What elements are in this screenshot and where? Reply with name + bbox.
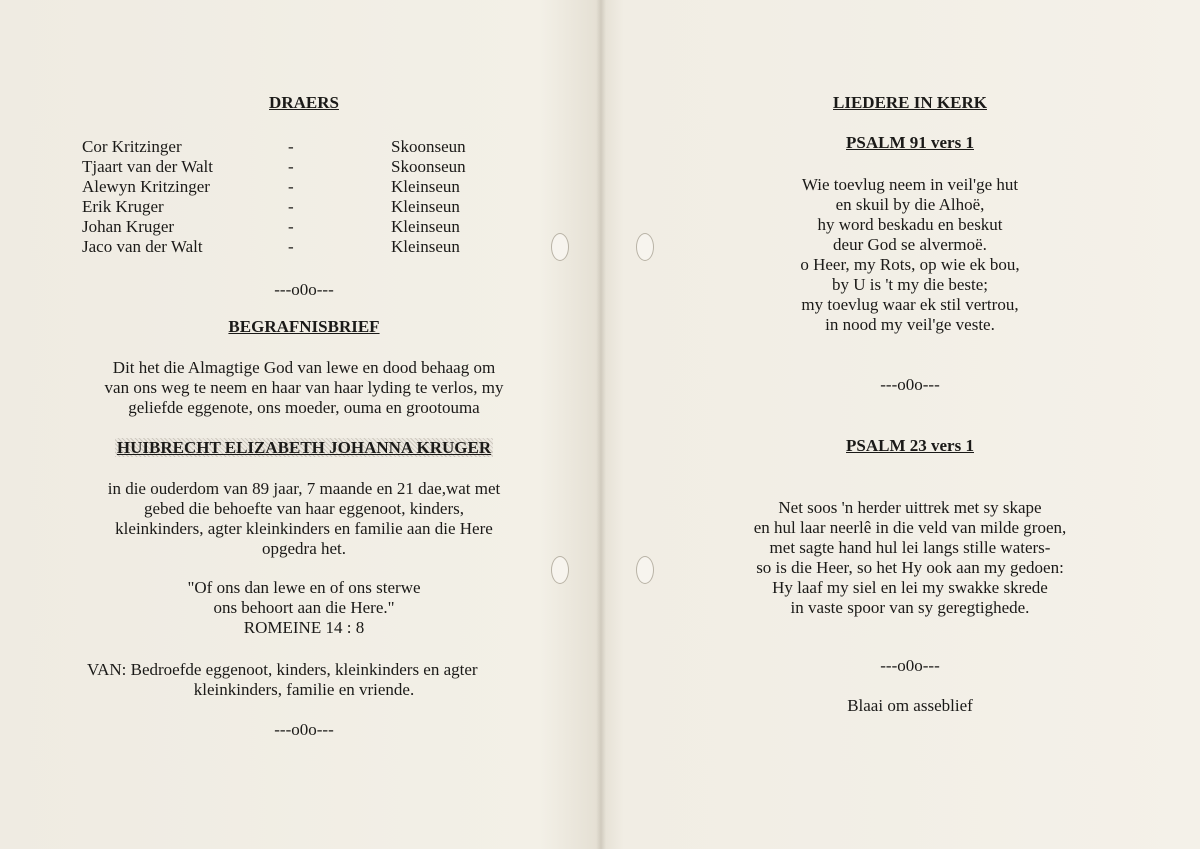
bearer-relation: Kleinseun [391, 237, 460, 256]
bearer-name: Erik Kruger [82, 197, 164, 216]
psalm91-line: my toevlug waar ek stil vertrou, [801, 295, 1019, 314]
intro-line: geliefde eggenote, ons moeder, ouma en grootouma [128, 398, 480, 417]
psalm91-heading: PSALM 91 vers 1 [846, 133, 974, 152]
bearer-name: Tjaart van der Walt [82, 157, 213, 176]
bearer-name: Johan Kruger [82, 217, 175, 236]
quote-line: "Of ons dan lewe en of ons sterwe [187, 578, 421, 597]
bearer-dash: - [288, 217, 294, 236]
bearer-relation: Skoonseun [391, 157, 466, 176]
separator: ---o0o--- [274, 280, 334, 299]
psalm91-line: en skuil by die Alhoë, [835, 195, 985, 214]
intro-line: van ons weg te neem en haar van haar lyding te verlos, my [104, 378, 504, 397]
psalm91-line: by U is 't my die beste; [831, 275, 989, 294]
psalm91-line: o Heer, my Rots, op wie ek bou, [800, 255, 1020, 274]
separator: ---o0o--- [274, 720, 334, 739]
separator: ---o0o--- [880, 375, 940, 394]
deceased-name: HUIBRECHT ELIZABETH JOHANNA KRUGER [116, 438, 492, 457]
bearer-dash: - [288, 137, 294, 156]
psalm91-line: Wie toevlug neem in veil'ge hut [801, 175, 1019, 194]
bearer-name: Jaco van der Walt [82, 237, 203, 256]
bearer-name: Alewyn Kritzinger [82, 177, 210, 196]
bearer-dash: - [288, 157, 294, 176]
bearer-relation: Skoonseun [391, 137, 466, 156]
bearer-name: Cor Kritzinger [82, 137, 182, 156]
bearer-relation: Kleinseun [391, 177, 460, 196]
begrafnisbrief-heading: BEGRAFNISBRIEF [228, 317, 380, 336]
age-line: opgedra het. [261, 539, 347, 558]
psalm23-line: so is die Heer, so het Hy ook aan my gedoen: [756, 558, 1064, 577]
age-line: in die ouderdom van 89 jaar, 7 maande en 21 dae,wat met [107, 479, 501, 498]
van-line: VAN: Bedroefde eggenoot, kinders, kleinkinders en agter [87, 660, 478, 679]
psalm23-line: in vaste spoor van sy geregtighede. [790, 598, 1030, 617]
bearer-dash: - [288, 237, 294, 256]
right-page [600, 0, 1200, 849]
separator: ---o0o--- [880, 656, 940, 675]
van-line-continued: kleinkinders, familie en vriende. [193, 680, 415, 699]
psalm23-line: Net soos 'n herder uittrek met sy skape [778, 498, 1042, 517]
bearer-relation: Kleinseun [391, 197, 460, 216]
deceased-name-wrap [40, 438, 568, 458]
intro-line: Dit het die Almagtige God van lewe en dood behaag om [112, 358, 496, 377]
scripture-reference: ROMEINE 14 : 8 [243, 618, 365, 637]
psalm23-line: met sagte hand hul lei langs stille waters- [769, 538, 1051, 557]
quote-line: ons behoort aan die Here." [213, 598, 395, 617]
age-line: gebed die behoefte van haar eggenoot, kinders, [143, 499, 465, 518]
closing-note: Blaai om asseblief [847, 696, 973, 715]
psalm23-line: Hy laaf my siel en lei my swakke skrede [772, 578, 1048, 597]
bearer-dash: - [288, 197, 294, 216]
bearer-dash: - [288, 177, 294, 196]
liedere-heading: LIEDERE IN KERK [833, 93, 987, 112]
psalm91-line: deur God se alvermoë. [833, 235, 987, 254]
psalm23-heading: PSALM 23 vers 1 [846, 436, 974, 455]
draers-heading: DRAERS [269, 93, 339, 112]
bearer-relation: Kleinseun [391, 217, 460, 236]
psalm23-line: en hul laar neerlê in die veld van milde groen, [753, 518, 1067, 537]
psalm91-line: hy word beskadu en beskut [817, 215, 1003, 234]
psalm91-line: in nood my veil'ge veste. [825, 315, 995, 334]
age-line: kleinkinders, agter kleinkinders en familie aan die Here [115, 519, 493, 538]
